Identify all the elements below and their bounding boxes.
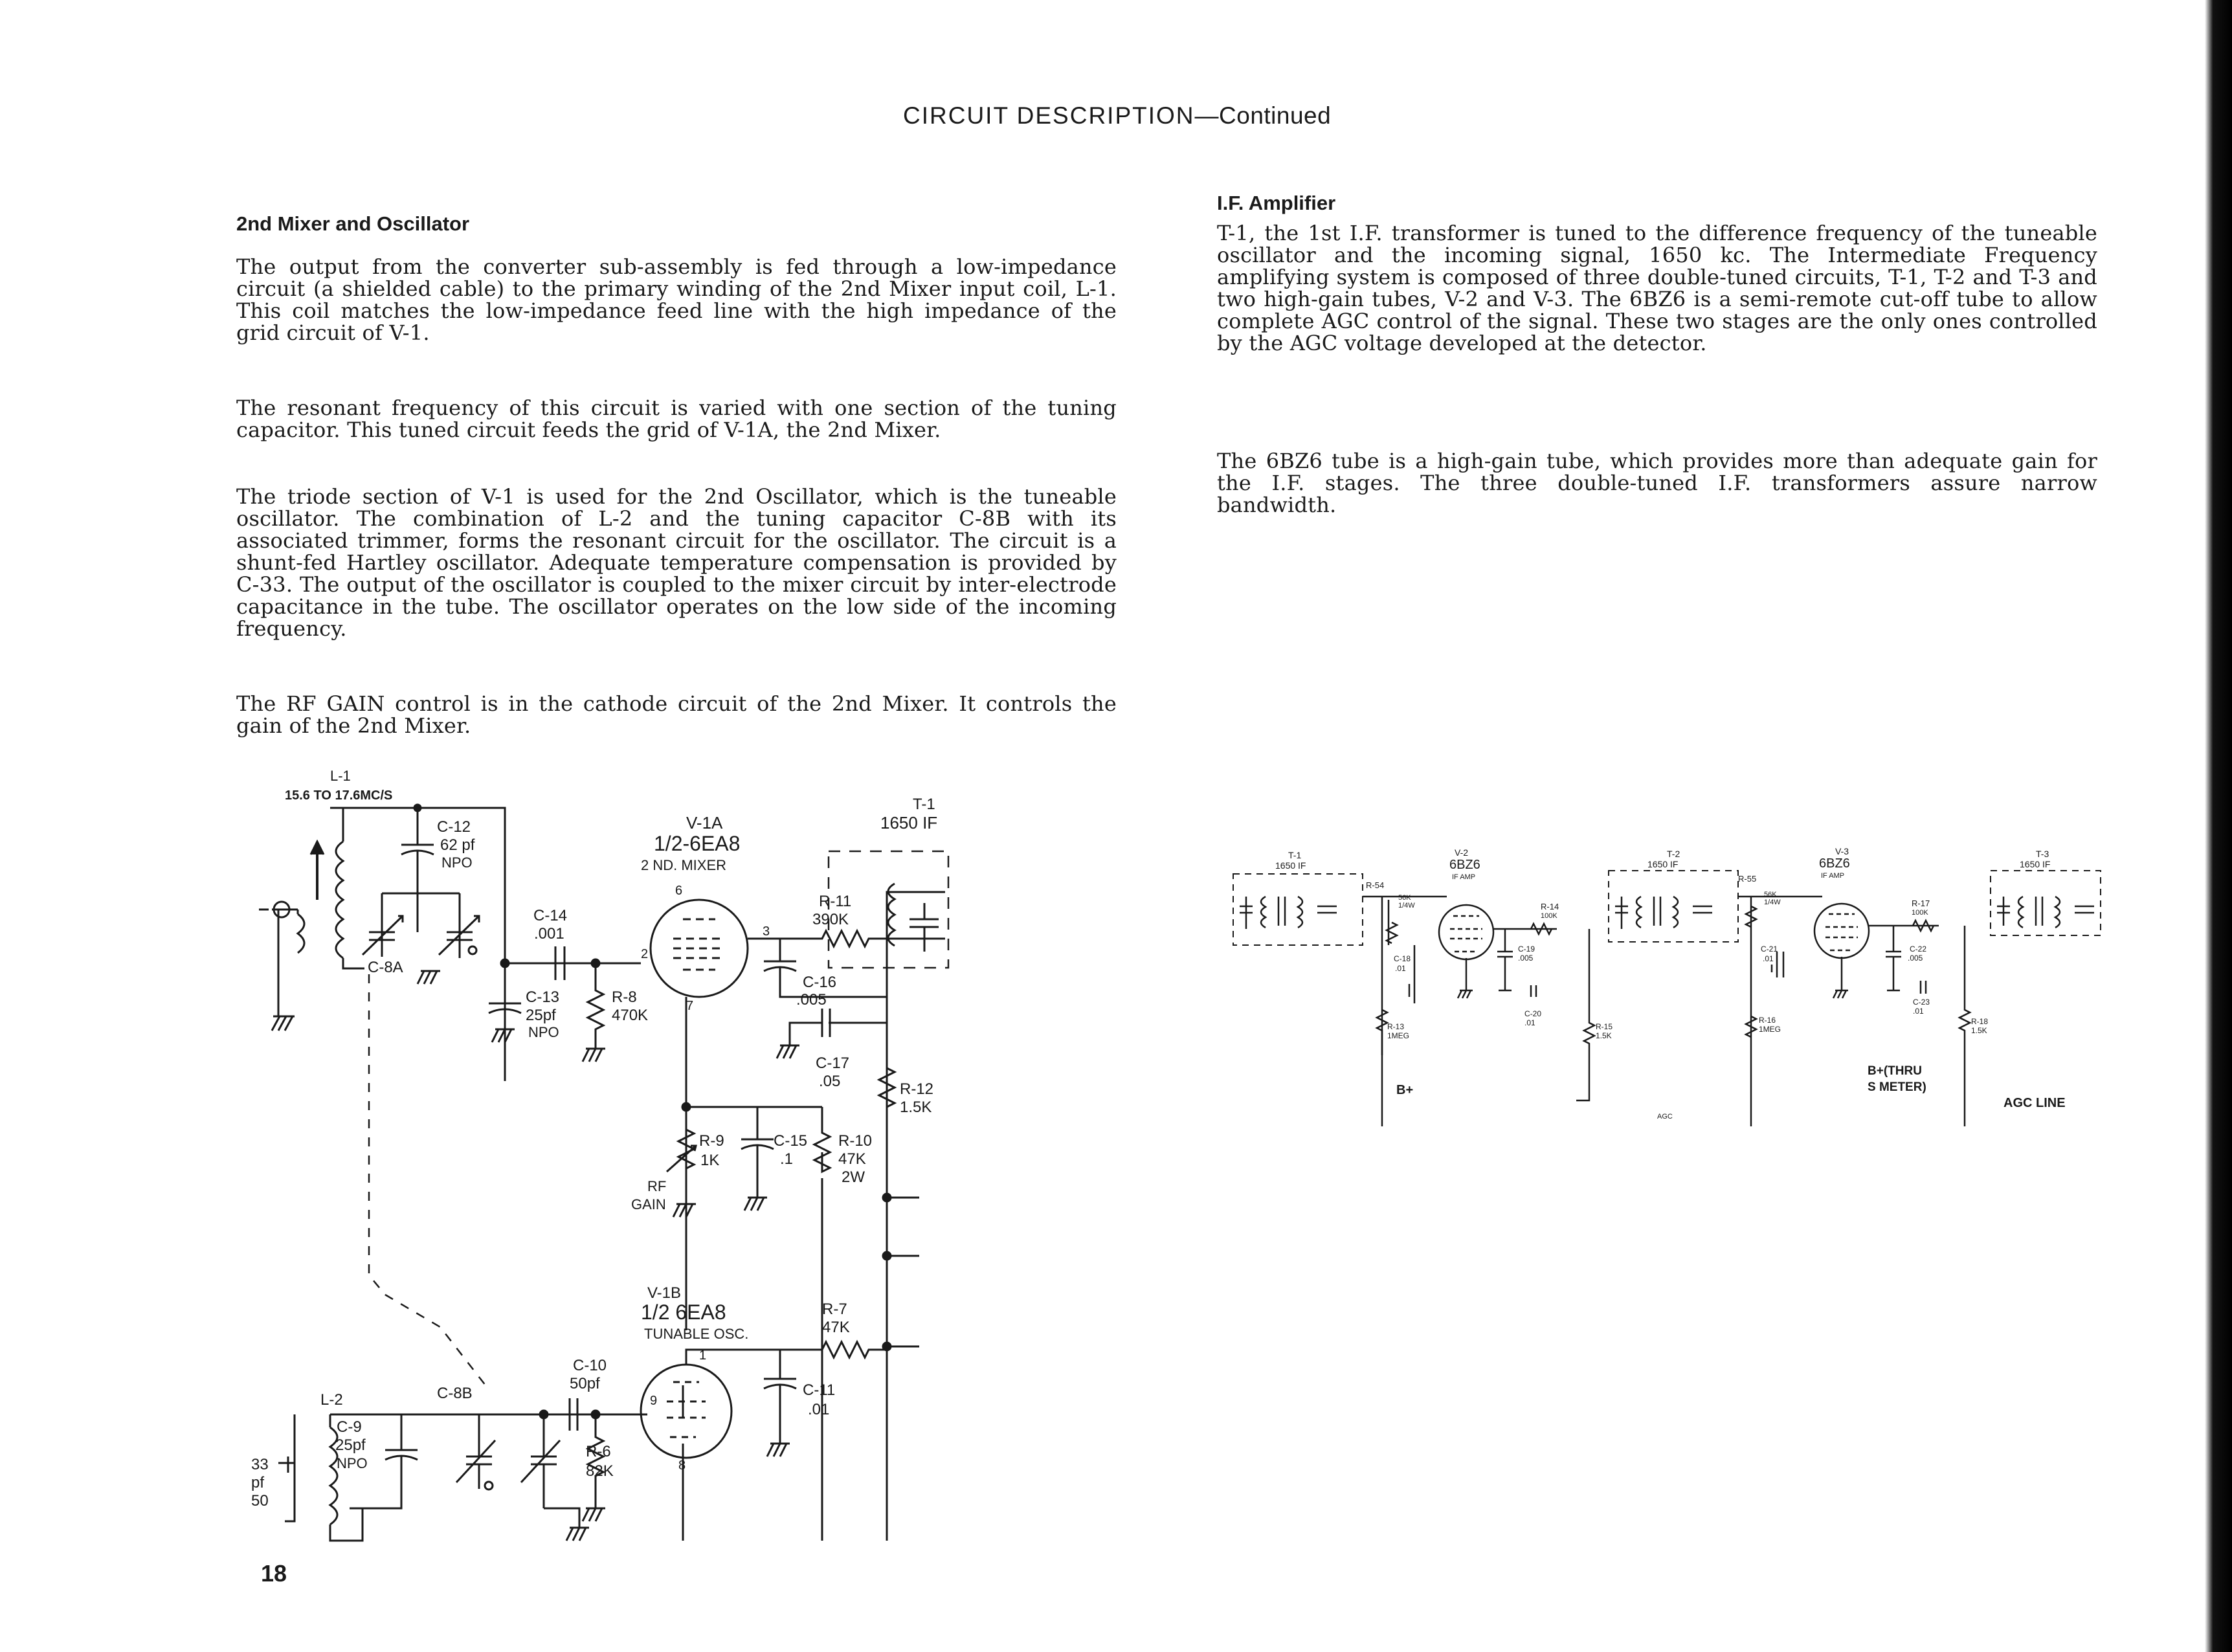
c18-value: .01 — [1395, 964, 1406, 973]
bplus-label: B+ — [1396, 1083, 1414, 1097]
v3-type: 6BZ6 — [1819, 856, 1850, 871]
ground-r6 — [583, 1508, 605, 1521]
r6-value: 82K — [586, 1462, 614, 1480]
r54-value: 56K — [1398, 894, 1411, 902]
v1a-pin3: 3 — [763, 924, 770, 939]
ground-r8 — [583, 1049, 605, 1062]
c23-label: C-23 — [1913, 998, 1930, 1007]
r9-resistor — [667, 1130, 696, 1204]
if-t1-parts — [1240, 897, 1337, 929]
r7-resistor — [686, 1342, 887, 1365]
if-t3-value: 1650 IF — [2020, 859, 2051, 869]
r12-label: R-12 — [900, 1080, 934, 1098]
r55-value: 56K — [1764, 891, 1777, 899]
page-binding-edge — [2205, 0, 2232, 1652]
r18-resistor — [1959, 926, 1970, 1126]
v1b-pin8: 8 — [678, 1458, 686, 1473]
c15-label: C-15 — [774, 1132, 808, 1150]
ground-r9 — [673, 1204, 696, 1217]
agc-small-label: AGC — [1657, 1113, 1673, 1121]
r54-label: R-54 — [1366, 880, 1385, 890]
c22-value: .005 — [1908, 954, 1923, 963]
c33-cap — [278, 1414, 295, 1521]
c21-cap — [1772, 952, 1783, 977]
r7-label: R-7 — [822, 1300, 847, 1318]
v2-label: V-2 — [1455, 847, 1469, 858]
v1b-label: V-1B — [647, 1284, 682, 1302]
v1a-grids — [673, 919, 725, 970]
v1b-pin1: 1 — [699, 1348, 707, 1363]
r13-label: R-13 — [1387, 1022, 1405, 1031]
r55-watt: 1/4W — [1764, 899, 1781, 906]
r6-resistor — [330, 1414, 647, 1508]
c15-value: .1 — [780, 1150, 794, 1168]
r18-value: 1.5K — [1971, 1026, 1987, 1035]
paragraph-mixer-3: The triode section of V-1 is used for the 2nd Oscillator, which is the tuneable oscillator. The combination of L-2 and the tuning capacitor C-8B with its associated trimmer, forms the resonant circuit for the oscillator. The circuit is a shunt-fed Hartley oscillator. Adequate temperature compensation is provided by C-33. The output of the oscillator is coupled to the mixer circuit by inter-electrode capacitance in the tube. The oscillator operates on the low side of the incoming frequency. — [236, 484, 1117, 641]
paragraph-mixer-4: The RF GAIN control is in the cathode circuit of the 2nd Mixer. It controls the gain of the 2nd Mixer. — [236, 691, 1117, 738]
ground-c11 — [767, 1444, 790, 1457]
if-t2-label: T-2 — [1667, 849, 1680, 859]
r14-resistor — [1493, 924, 1557, 934]
ground-c13 — [492, 1029, 515, 1042]
wire-stubs — [887, 1198, 919, 1346]
if-t3-can — [1991, 871, 2101, 935]
c8a-wires — [382, 893, 460, 945]
osc-trimmer-cap — [521, 1414, 560, 1508]
v1a-type: 1/2-6EA8 — [654, 832, 741, 855]
c13-value: 25pf — [526, 1007, 556, 1024]
wire-l1-sec — [343, 808, 382, 968]
r16-label: R-16 — [1759, 1016, 1776, 1025]
c23-value: .01 — [1913, 1007, 1924, 1016]
r10-label: R-10 — [838, 1132, 873, 1150]
ground-c17 — [777, 1045, 799, 1058]
l2-label: L-2 — [320, 1391, 343, 1409]
r12-value: 1.5K — [900, 1099, 932, 1116]
l1-label: L-1 — [330, 768, 351, 784]
v3-label: V-3 — [1835, 846, 1849, 856]
r54-watt: 1/4W — [1398, 902, 1415, 910]
r8-resistor — [588, 963, 603, 1049]
c14-value: .001 — [534, 925, 564, 943]
c20-cap — [1531, 985, 1536, 997]
v2-type: 6BZ6 — [1449, 858, 1480, 872]
v1a-pin7: 7 — [686, 999, 694, 1013]
if-t1-label: T-1 — [1288, 850, 1302, 860]
if-t1-value: 1650 IF — [1275, 860, 1306, 871]
rf-gain-label-2: GAIN — [631, 1196, 666, 1212]
v3-cathode-ground — [1833, 957, 1848, 998]
r17-label: R-17 — [1912, 899, 1930, 908]
schematic-if-amplifier — [1227, 835, 2120, 1139]
if-t2-parts — [1615, 897, 1712, 929]
c8b-cap — [456, 1414, 495, 1489]
c33-value-c: 50 — [251, 1492, 269, 1510]
c8b-label: C-8B — [437, 1385, 473, 1402]
c11-value: .01 — [808, 1401, 830, 1418]
r15-resistor — [1576, 929, 1594, 1100]
c8a-label: C-8A — [368, 959, 403, 976]
l1-primary — [298, 914, 304, 953]
c19-label: C-19 — [1518, 944, 1535, 954]
v1b-grids — [667, 1382, 706, 1437]
c19-value: .005 — [1518, 954, 1534, 963]
gang-dashed-line — [369, 974, 485, 1385]
c22-label: C-22 — [1910, 944, 1927, 954]
if-wire-v3-grid — [1738, 897, 1822, 1126]
v1b-type: 1/2 6EA8 — [641, 1300, 726, 1324]
r10-value: 47K — [838, 1150, 866, 1168]
c16-label: C-16 — [803, 974, 837, 991]
c33-value-b: pf — [251, 1474, 265, 1491]
paragraph-mixer-2: The resonant frequency of this circuit is varied with one section of the tuning capacitor. This tuned circuit feeds the grid of V-1A, the 2nd Mixer. — [236, 396, 1117, 442]
c20-label: C-20 — [1524, 1009, 1542, 1018]
v1b-tube — [641, 1365, 731, 1458]
r8-value: 470K — [612, 1007, 649, 1024]
c20-value: .01 — [1524, 1018, 1535, 1027]
c12-capacitor — [401, 808, 434, 893]
c18-label: C-18 — [1394, 954, 1411, 963]
r9-label: R-9 — [699, 1132, 724, 1150]
l1-range: 15.6 TO 17.6MC/S — [285, 788, 393, 803]
page-number: 18 — [261, 1560, 287, 1587]
v3-role: IF AMP — [1821, 872, 1845, 880]
paragraph-if-2: The 6BZ6 tube is a high-gain tube, which provides more than adequate gain for the I.F. stages. The three double-tuned I.F. transformers assure narrow bandwidth. — [1217, 449, 2097, 517]
header-continued: —Continued — [1194, 102, 1332, 129]
agc-line-label: AGC LINE — [2003, 1096, 2066, 1110]
bplus-meter-label-1: B+(THRU — [1868, 1064, 1922, 1078]
ground-c15 — [744, 1198, 767, 1211]
r9-value: 1K — [700, 1152, 720, 1169]
c12-value: 62 pf — [440, 836, 475, 854]
section-heading-mixer: 2nd Mixer and Oscillator — [236, 212, 470, 235]
rf-gain-label-1: RF — [647, 1178, 667, 1194]
c17-cap — [790, 1009, 887, 1045]
if-t3-label: T-3 — [2036, 849, 2049, 859]
c13-type: NPO — [528, 1024, 559, 1040]
c12-label: C-12 — [437, 818, 471, 836]
r11-value: 390K — [812, 911, 849, 928]
c16-value: .005 — [796, 991, 827, 1009]
v1b-role: TUNABLE OSC. — [644, 1326, 749, 1342]
section-heading-if: I.F. Amplifier — [1217, 192, 1336, 214]
r15-value: 1.5K — [1596, 1031, 1612, 1040]
c17-label: C-17 — [816, 1055, 850, 1072]
r8-label: R-8 — [612, 988, 637, 1006]
v1a-role: 2 ND. MIXER — [641, 857, 727, 873]
c9-value: 25pf — [335, 1436, 366, 1454]
r6-label: R-6 — [586, 1443, 611, 1460]
r11-label: R-11 — [819, 893, 852, 910]
if-t3-parts — [1997, 897, 2094, 928]
c17-value: .05 — [819, 1073, 841, 1090]
header-title: CIRCUIT DESCRIPTION — [903, 102, 1195, 129]
r14-label: R-14 — [1541, 902, 1559, 911]
c10-label: C-10 — [573, 1357, 607, 1374]
r17-value: 100K — [1912, 909, 1928, 917]
page-header — [903, 102, 1331, 129]
c11-label: C-11 — [803, 1381, 836, 1399]
if-t1-can — [1233, 874, 1363, 945]
v2-cathode-ground — [1458, 958, 1473, 998]
if-t2-value: 1650 IF — [1647, 859, 1679, 869]
r15-label: R-15 — [1596, 1022, 1613, 1031]
v1b-pin9: 9 — [650, 1394, 658, 1408]
t1-cap — [910, 903, 939, 952]
c14-label: C-14 — [533, 907, 568, 924]
t1-value: 1650 IF — [880, 813, 938, 832]
r13-value: 1MEG — [1387, 1031, 1410, 1040]
v1a-pin2: 2 — [641, 947, 649, 961]
r10-watt: 2W — [842, 1168, 865, 1186]
t1-label: T-1 — [913, 796, 935, 813]
ground-input — [272, 1016, 295, 1031]
v1a-pin6: 6 — [675, 884, 683, 898]
ground-osc — [544, 1508, 589, 1541]
l1-secondary — [336, 842, 343, 958]
paragraph-if-1: T-1, the 1st I.F. transformer is tuned to the difference frequency of the tuneable oscillator and the incoming signal, 1650 kc. The Intermediate Frequency amplifying system is composed of three double-tuned circuits, T-1, T-2 and T-3 and two high-gain tubes, V-2 and V-3. The 6BZ6 is a semi-remote cut-off tube to allow complete AGC control of the signal. These two stages are the only ones controlled by the AGC voltage developed at the detector. — [1217, 221, 2097, 355]
r18-label: R-18 — [1971, 1017, 1989, 1026]
c10-value: 50pf — [570, 1375, 600, 1392]
c9-label: C-9 — [337, 1418, 362, 1436]
r55-label: R-55 — [1738, 874, 1757, 884]
c11-cap — [764, 1350, 796, 1444]
paragraph-mixer-1: The output from the converter sub-assembly is fed through a low-impedance circuit (a shielded cable) to the primary winding of the 2nd Mixer input coil, L-1. This coil matches the low-impedance feed line with the high impedance of the grid circuit of V-1. — [236, 254, 1117, 345]
c21-value: .01 — [1763, 954, 1774, 963]
r17-resistor — [1869, 921, 1939, 931]
c12-type: NPO — [441, 854, 473, 871]
r7-value: 47K — [822, 1319, 850, 1336]
c22-cap — [1886, 926, 1901, 990]
c13-label: C-13 — [526, 988, 560, 1006]
c21-label: C-21 — [1761, 944, 1778, 954]
r14-value: 100K — [1541, 912, 1557, 920]
c15-cap — [741, 1107, 774, 1198]
c19-cap — [1497, 929, 1513, 990]
bplus-meter-label-2: S METER) — [1868, 1080, 1926, 1094]
schematic-mixer-oscillator — [233, 764, 952, 1554]
c33-value-a: 33 — [251, 1456, 269, 1473]
v1a-label: V-1A — [686, 813, 723, 832]
c23-cap — [1921, 981, 1926, 994]
c9-type: NPO — [337, 1455, 368, 1471]
wire-input — [259, 910, 298, 1016]
r16-value: 1MEG — [1759, 1025, 1781, 1034]
ground-c8a — [418, 971, 440, 984]
v2-role: IF AMP — [1452, 873, 1476, 881]
